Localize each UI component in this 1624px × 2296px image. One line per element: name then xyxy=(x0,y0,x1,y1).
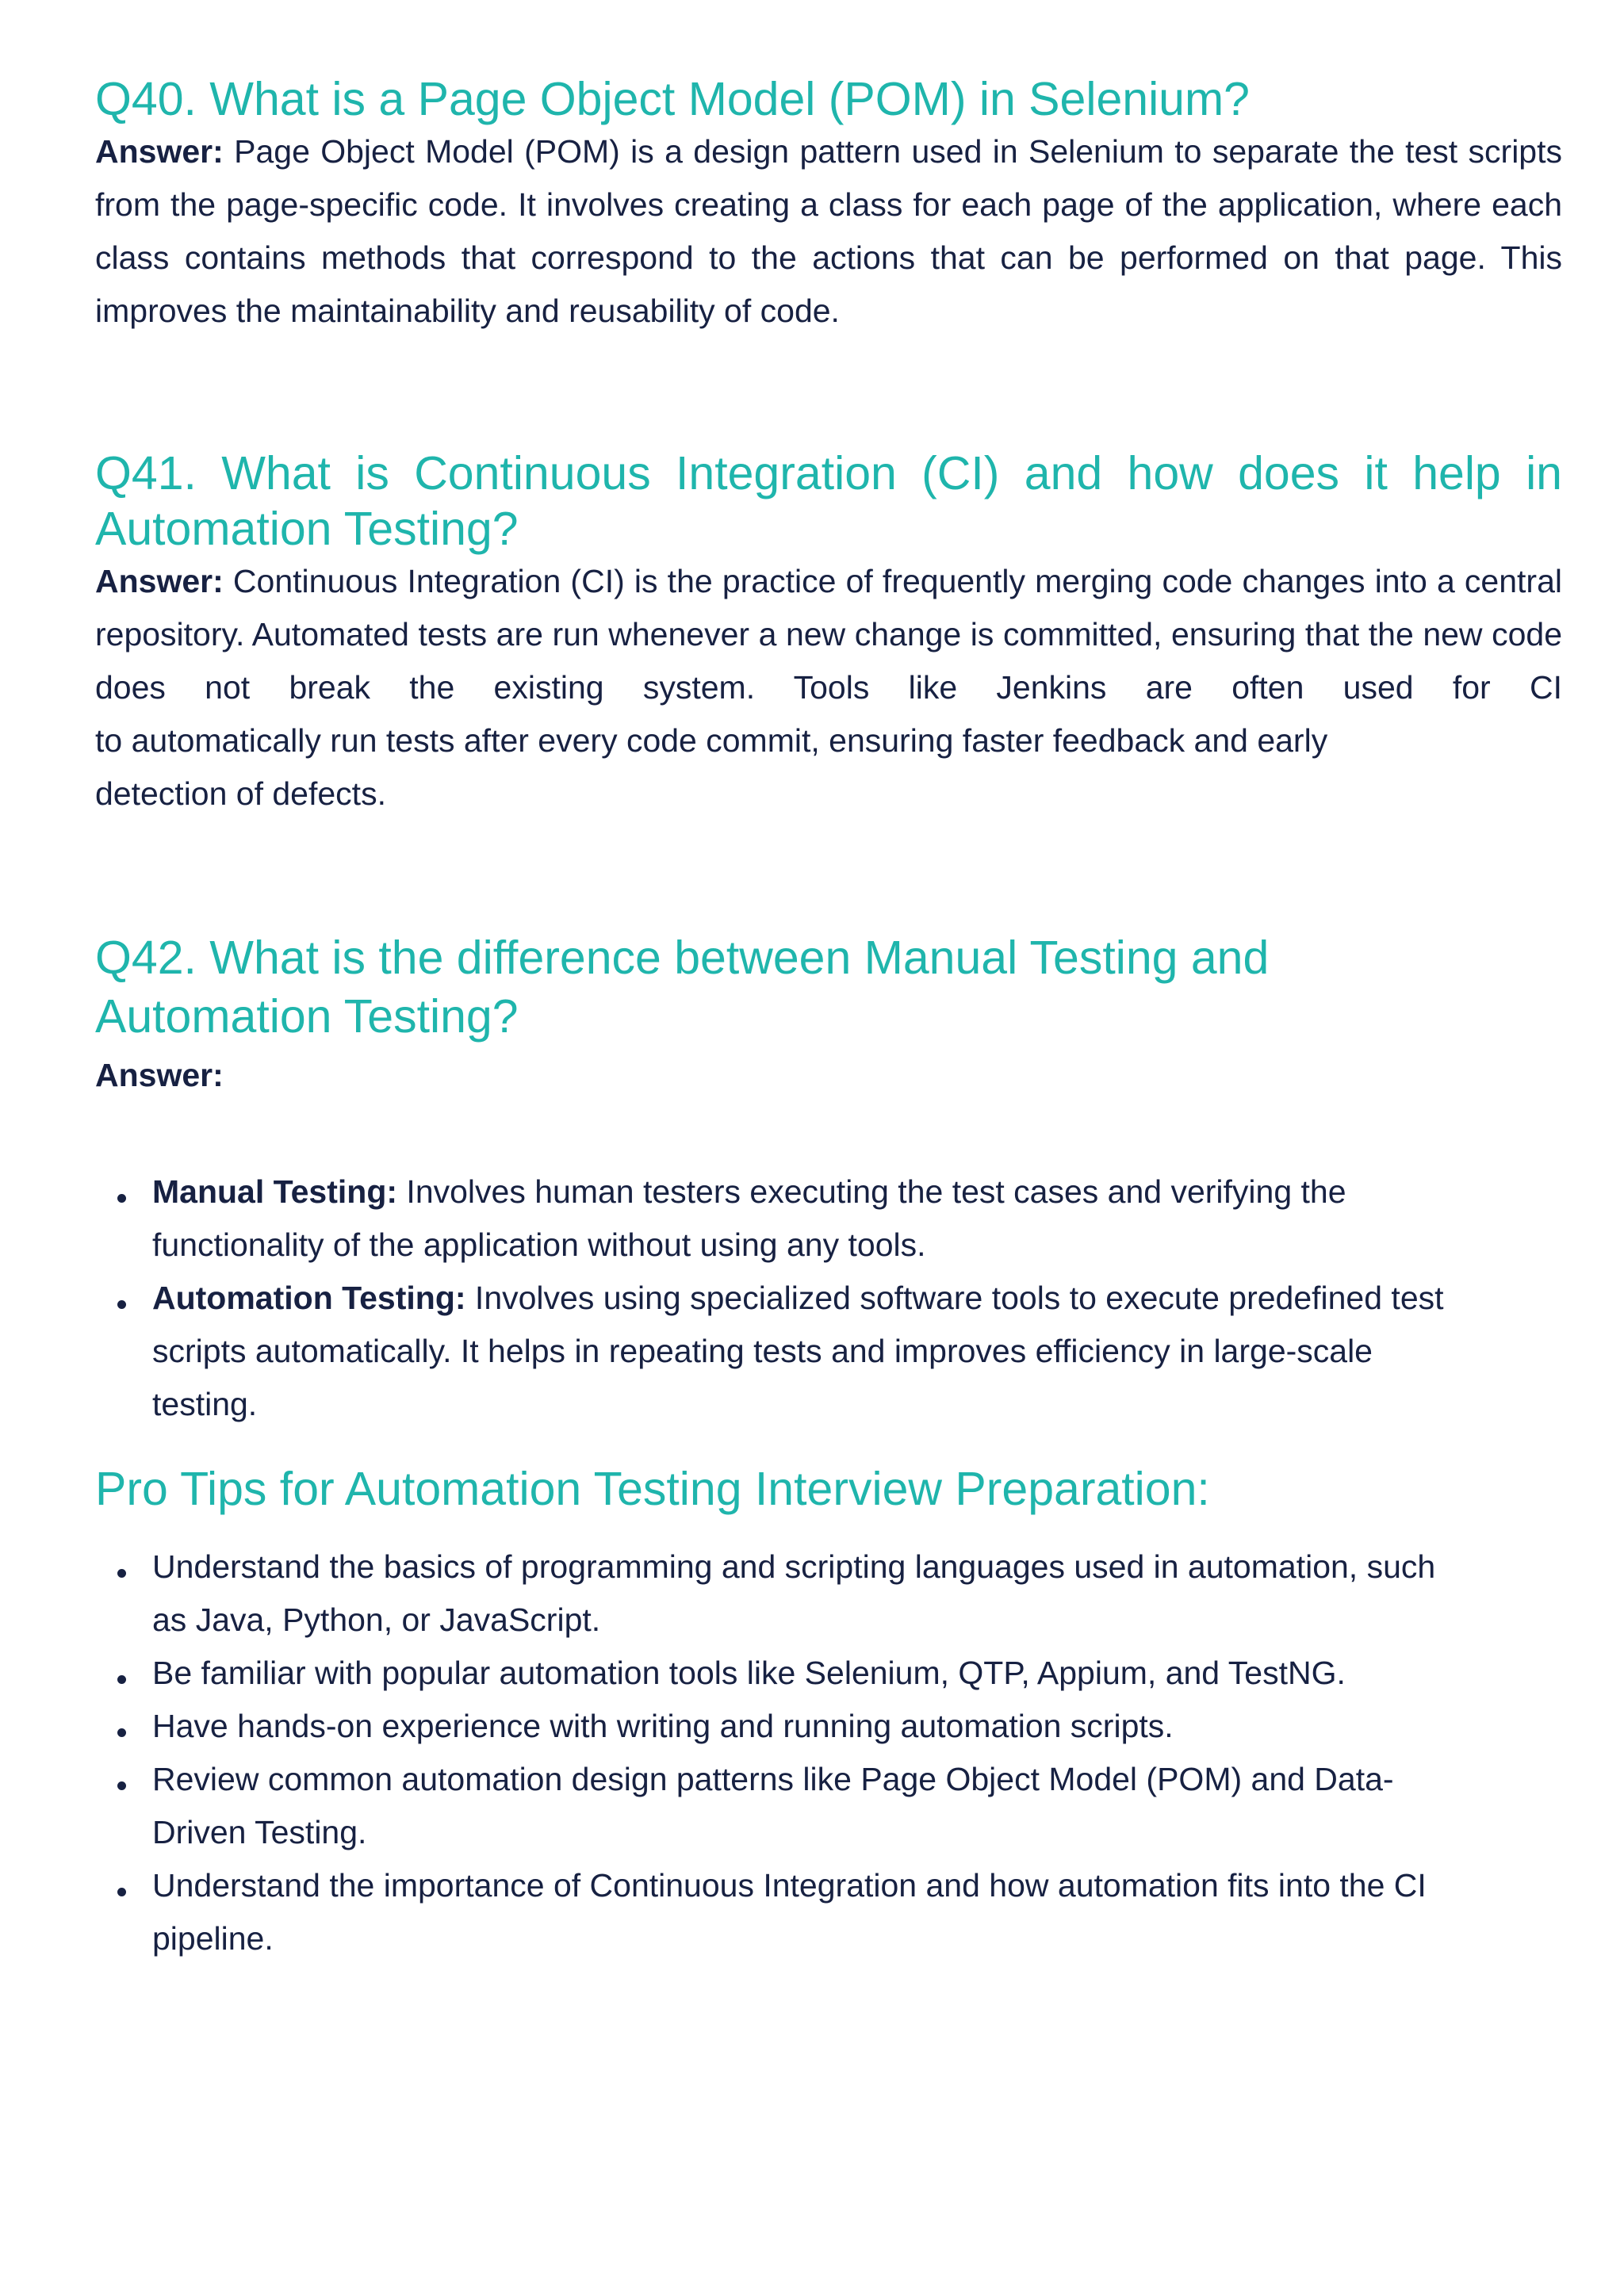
q42-item-text: Involves human testers executing the test cases and verifying the functionality of the application without using any tools. xyxy=(152,1173,1346,1263)
tips-title: Pro Tips for Automation Testing Interview Preparation: xyxy=(95,1463,1210,1515)
bullet-dot-icon xyxy=(117,1781,126,1790)
list-item xyxy=(95,1647,1562,1700)
q42-answer-label xyxy=(95,1049,1562,1102)
bullet-dot-icon xyxy=(117,1728,126,1737)
q41-answer xyxy=(95,555,1562,821)
bullet-dot-icon xyxy=(117,1194,126,1203)
q40-title: Q40. What is a Page Object Model (POM) in Selenium? xyxy=(95,73,1250,125)
q40-answer-text: Page Object Model (POM) is a design pattern used in Selenium to separate the test scripts from the page-specific code. It involves creating a class for each page of the application, where each class contains methods that correspond to the actions that can be performed on that page. This improves the maintainability and reusability of code. xyxy=(95,133,1562,329)
bullet-dot-icon xyxy=(117,1675,126,1684)
q41-answer-para xyxy=(95,555,1562,714)
bullet-dot-icon xyxy=(117,1300,126,1309)
tip-text: Be familiar with popular automation tools like Selenium, QTP, Appium, and TestNG. xyxy=(152,1655,1346,1691)
bullet-dot-icon xyxy=(117,1888,126,1896)
list-item xyxy=(95,1272,1562,1431)
q42-item-text: Involves using specialized software tools to execute predefined test scripts automatically. It helps in repeating tests and improves efficiency in large-scale testing. xyxy=(152,1280,1444,1422)
q40-answer xyxy=(95,125,1562,338)
q42-title-line1: Q42. What is the difference between Manual Testing and xyxy=(95,932,1270,984)
tips-bullet-list xyxy=(95,1540,1562,1965)
list-item xyxy=(95,1859,1562,1965)
list-item xyxy=(95,1753,1562,1859)
q42-answer-label-text: Answer: xyxy=(95,1057,224,1093)
q41-answer-line3: detection of defects. xyxy=(95,775,386,812)
q42-item-label: Automation Testing: xyxy=(152,1280,466,1316)
q41-answer-line2: to automatically run tests after every code commit, ensuring faster feedback and early xyxy=(95,722,1328,759)
bullet-dot-icon xyxy=(117,1569,126,1578)
q42-title xyxy=(95,928,1562,1046)
tip-text: Have hands-on experience with writing and running automation scripts. xyxy=(152,1708,1174,1744)
q42-title-line2: Automation Testing? xyxy=(95,990,519,1043)
list-item xyxy=(95,1700,1562,1753)
tip-text: Review common automation design patterns like Page Object Model (POM) and Data- Driven Testing. xyxy=(152,1761,1394,1850)
tip-text: Understand the importance of Continuous Integration and how automation fits into the CI pipeline. xyxy=(152,1867,1427,1957)
q41-answer-label: Answer: xyxy=(95,563,224,599)
document-page xyxy=(95,71,1562,1965)
list-item xyxy=(95,1540,1562,1647)
q41-title: Q41. What is Continuous Integration (CI) and how does it help in Automation Testing? xyxy=(95,447,1562,555)
list-item xyxy=(95,1165,1562,1272)
q41-answer-text: Continuous Integration (CI) is the practice of frequently merging code changes into a central repository. Automated tests are run whenever a new change is committed, ensuring that the new code does not break the existing system. Tools like Jenkins are often used for CI xyxy=(95,563,1562,706)
tip-text: Understand the basics of programming and scripting languages used in automation, such as Java, Python, or JavaScript. xyxy=(152,1548,1436,1638)
q42-bullet-list xyxy=(95,1165,1562,1431)
q42-item-label: Manual Testing: xyxy=(152,1173,398,1210)
q40-answer-label: Answer: xyxy=(95,133,224,170)
